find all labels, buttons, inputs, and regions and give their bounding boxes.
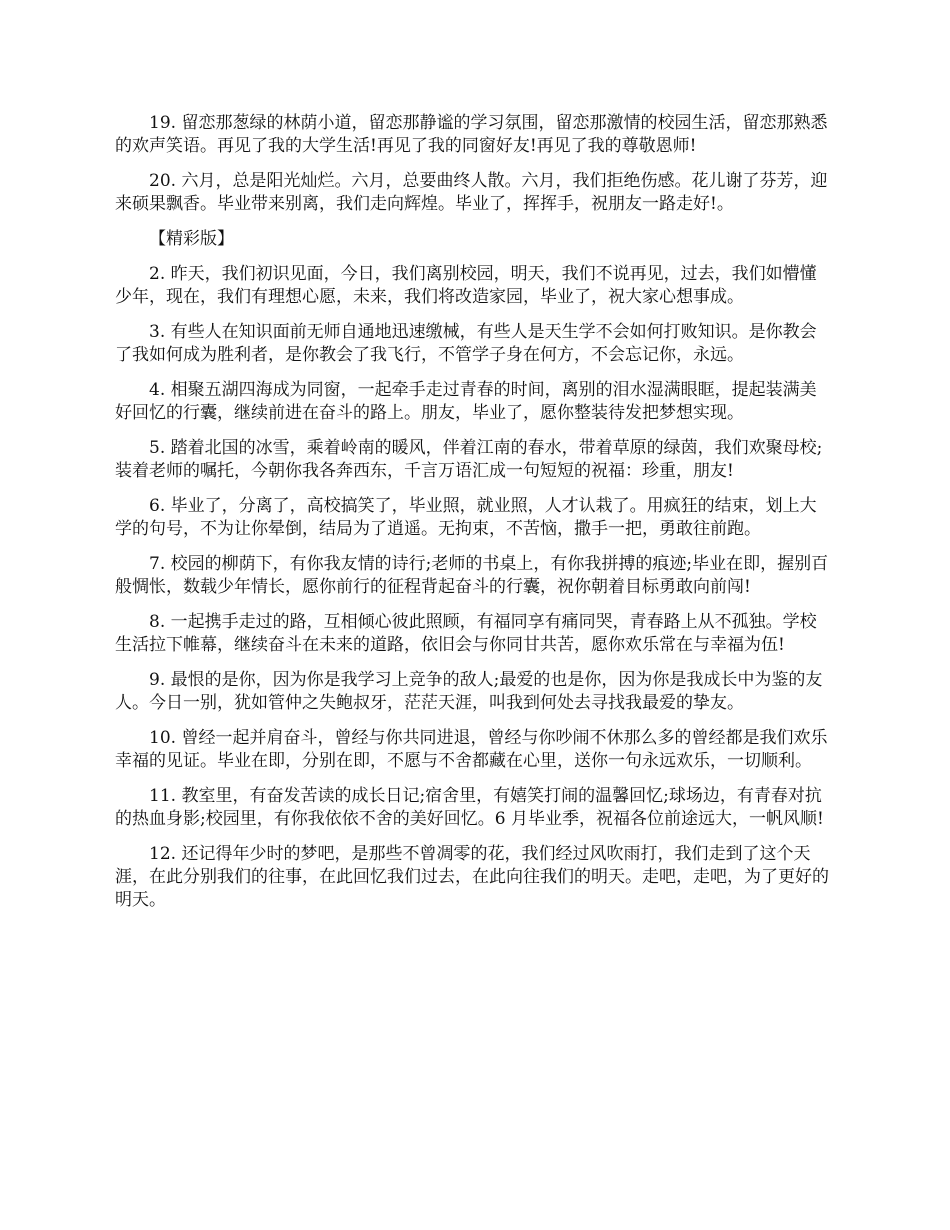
- paragraph-20: 20. 六月，总是阳光灿烂。六月，总要曲终人散。六月，我们拒绝伤感。花儿谢了芬芳，迎来硕果飘香。毕业带来别离，我们走向辉煌。毕业了，挥挥手，祝朋友一路走好!。: [115, 171, 828, 214]
- paragraph-9: 9. 最恨的是你，因为你是我学习上竞争的敌人;最爱的也是你，因为你是我成长中为鉴的友人。今日一别，犹如管仲之失鲍叔牙，茫茫天涯，叫我到何处去寻找我最爱的挚友。: [115, 670, 823, 713]
- paragraph-12: 12. 还记得年少时的梦吧，是那些不曾凋零的花，我们经过风吹雨打，我们走到了这个天涯，在此分别我们的往事，在此回忆我们过去，在此向往我们的明天。走吧，走吧，为了更好的明天。: [115, 844, 829, 910]
- paragraph-19: 19. 留恋那葱绿的林荫小道，留恋那静谧的学习氛围，留恋那激情的校园生活，留恋那熟悉的欢声笑语。再见了我的大学生活!再见了我的同窗好友!再见了我的尊敬恩师!: [115, 113, 828, 156]
- paragraph-7: 7. 校园的柳荫下，有你我友情的诗行;老师的书桌上，有你我拼搏的痕迹;毕业在即，握别百般惆怅，数载少年情长，愿你前行的征程背起奋斗的行囊，祝你朝着目标勇敢向前闯!: [115, 554, 829, 597]
- paragraph-3: 3. 有些人在知识面前无师自通地迅速缴械，有些人是天生学不会如何打败知识。是你教会了我如何成为胜利者，是你教会了我飞行，不管学子身在何方，不会忘记你，永远。: [115, 322, 817, 365]
- paragraph-5: 5. 踏着北国的冰雪，乘着岭南的暖风，伴着江南的春水，带着草原的绿茵，我们欢聚母校;装着老师的嘱托，今朝你我各奔西东，千言万语汇成一句短短的祝福：珍重，朋友!: [115, 438, 823, 481]
- paragraph-2: 2. 昨天，我们初识见面，今日，我们离别校园，明天，我们不说再见，过去，我们如懵懂少年，现在，我们有理想心愿，未来，我们将改造家园，毕业了，祝大家心想事成。: [115, 264, 817, 307]
- paragraph-8: 8. 一起携手走过的路，互相倾心彼此照顾，有福同享有痛同哭，青春路上从不孤独。学校生活拉下帷幕，继续奋斗在未来的道路，依旧会与你同甘共苦，愿你欢乐常在与幸福为伍!: [115, 612, 817, 655]
- paragraph-4: 4. 相聚五湖四海成为同窗，一起牵手走过青春的时间，离别的泪水湿满眼眶，提起装满美好回忆的行囊，继续前进在奋斗的路上。朋友，毕业了，愿你整装待发把梦想实现。: [115, 380, 817, 423]
- paragraph-11: 11. 教室里，有奋发苦读的成长日记;宿舍里，有嬉笑打闹的温馨回忆;球场边，有青春对抗的热血身影;校园里，有你我依依不舍的美好回忆。6 月毕业季，祝福各位前途远大，一帆风顺!: [115, 786, 824, 829]
- paragraph-6: 6. 毕业了，分离了，高校搞笑了，毕业照，就业照，人才认栽了。用疯狂的结束，划上大学的句号，不为让你晕倒，结局为了逍遥。无拘束，不苦恼，撒手一把，勇敢往前跑。: [115, 496, 817, 539]
- paragraph-10: 10. 曾经一起并肩奋斗，曾经与你共同进退，曾经与你吵闹不休那么多的曾经都是我们欢乐幸福的见证。毕业在即，分别在即，不愿与不舍都藏在心里，送你一句永远欢乐，一切顺利。: [115, 728, 828, 771]
- section-heading: 【精彩版】: [149, 229, 234, 249]
- document-body: [115, 112, 833, 924]
